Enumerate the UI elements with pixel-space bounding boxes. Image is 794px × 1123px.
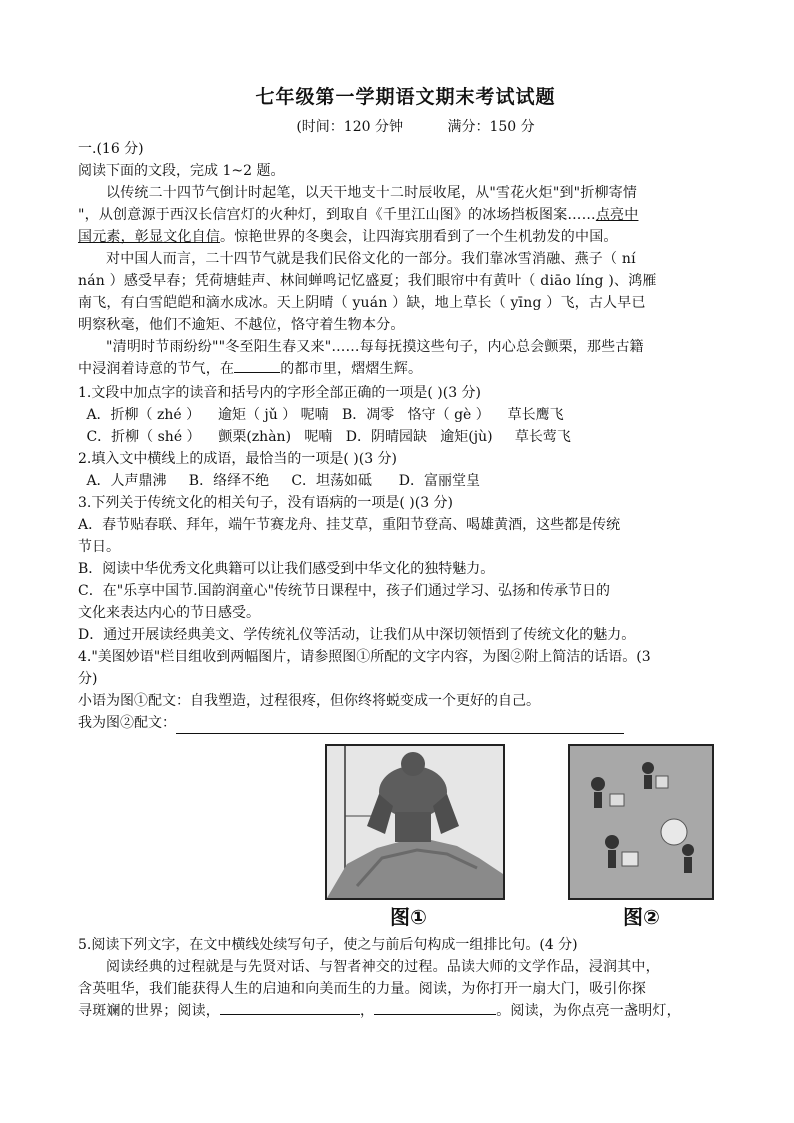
fill-blank[interactable] [234,358,280,373]
question-4-stem: 4."美图妙语"栏目组收到两幅图片，请参照图①所配的文字内容，为图②附上简洁的话语。(3 [78,649,651,665]
question-4-example: 小语为图①配文：自我塑造，过程很疼，但你终将蜕变成一个更好的自己。 [78,693,540,709]
passage-text: ， [360,1003,375,1019]
question-3-option-b: B．阅读中华优秀文化典籍可以让我们感受到中华文化的独特魅力。 [78,561,495,577]
exam-page [78,84,723,1022]
passage-line: 对中国人而言，二十四节气就是我们民俗文化的一部分。我们靠冰雪消融、燕子（ ní [106,251,636,267]
page-title: 七年级第一学期语文期末考试试题 [255,86,556,108]
question-3-option-d: D．通过开展读经典美文、学传统礼仪等活动，让我们从中深切领悟到了传统文化的魅力。 [78,627,636,643]
figure-1-caption: 图① [390,905,427,929]
passage-line: nán ）感受早春；凭荷塘蛙声、林间蝉鸣记忆盛夏；我们眼帘中有黄叶（ diāo líng )、鸿雁 [78,273,657,289]
question-3-option-c-cont: 文化来表达内心的节日感受。 [78,605,260,621]
exam-subtitle: (时间：120 分钟 满分：150 分 [296,119,535,135]
passage-text: 的都市里，熠熠生辉。 [280,361,423,377]
figure-1-image [325,744,505,900]
passage-line [78,1000,723,1022]
question-3-option-c: C．在"乐享中国节.国韵润童心"传统节日课程中，孩子们通过学习、弘扬和传承节日的 [78,583,611,599]
answer-line[interactable] [176,717,624,734]
question-2-options: A．人声鼎沸 B．络绎不绝 C．坦荡如砥 D．富丽堂皇 [82,473,480,489]
question-3-option-a: A．春节贴春联、拜年，端午节赛龙舟、挂艾草，重阳节登高、喝雄黄酒，这些都是传统 [78,517,621,533]
passage-text: 中浸润着诗意的节气，在 [78,361,235,377]
passage-line: "清明时节雨纷纷""冬至阳生春又来"……每每抚摸这些句子，内心总会颤栗，那些古籍 [106,339,644,355]
answer-label: 我为图②配文： [78,715,176,731]
question-1-options: A．折柳（ zhé ） 逾矩（ jǔ ） 呢喃 B．凋零 恪守（ gè ） 草长鹰飞 [82,407,564,423]
underlined-phrase: 国元素，彰显文化自信 [78,229,220,245]
passage-line: 明察秋毫，他们不逾矩、不越位，恪守着生物本分。 [78,317,405,333]
passage-text: 。阅读，为你点亮一盏明灯， [496,1003,681,1019]
passage-text: "，从创意源于西汉长信宫灯的火种灯，到取自《千里江山图》的冰场挡板图案…… [78,207,596,223]
question-5-stem: 5.阅读下列文字，在文中横线处续写句子，使之与前后句构成一组排比句。(4 分) [78,937,578,953]
passage-line: 含英咀华，我们能获得人生的启迪和向美而生的力量。阅读，为你打开一扇大门，吸引你探 [78,981,646,997]
passage-text: 。惊艳世界的冬奥会，让四海宾朋看到了一个生机勃发的中国。 [220,229,618,245]
passage-line: 阅读经典的过程就是与先贤对话、与智者神交的过程。品读大师的文学作品，浸润其中， [106,959,660,975]
passage-text: 寻斑斓的世界；阅读， [78,1003,220,1019]
passage-line: 南飞，有白雪皑皑和滴水成冰。天上阴晴（ yuán ）缺，地上草长（ yīng ）飞，古人早已 [78,295,646,311]
question-1-stem: 1.文段中加点字的读音和括号内的字形全部正确的一项是( )(3 分) [78,385,482,401]
figure-2-caption: 图② [623,905,660,929]
underlined-phrase: 点亮中 [595,207,639,223]
question-3-option-a-cont: 节日。 [78,539,120,555]
passage-line [78,204,723,226]
figures-row [78,744,723,934]
question-4-answer-row [78,712,723,734]
passage-line [78,226,723,248]
question-2-stem: 2.填入文中横线上的成语，最恰当的一项是( )(3 分) [78,451,398,467]
figure-2-image [568,744,714,900]
question-1-options: C．折柳（ shé ） 颤栗(zhàn) 呢喃 D．阴晴园缺 逾矩(jù) 草长莺飞 [82,429,571,445]
question-3-stem: 3.下列关于传统文化的相关句子，没有语病的一项是( )(3 分) [78,495,454,511]
section-instruction: 阅读下面的文段，完成 1~2 题。 [78,163,285,179]
fill-blank[interactable] [374,1000,496,1015]
passage-line: 以传统二十四节气倒计时起笔，以天干地支十二时辰收尾，从"雪花火炬"到"折柳寄情 [106,185,638,201]
question-4-stem-cont: 分) [78,671,98,687]
fill-blank[interactable] [220,1000,360,1015]
passage-line [78,358,723,380]
section-heading: 一.(16 分) [78,141,144,157]
